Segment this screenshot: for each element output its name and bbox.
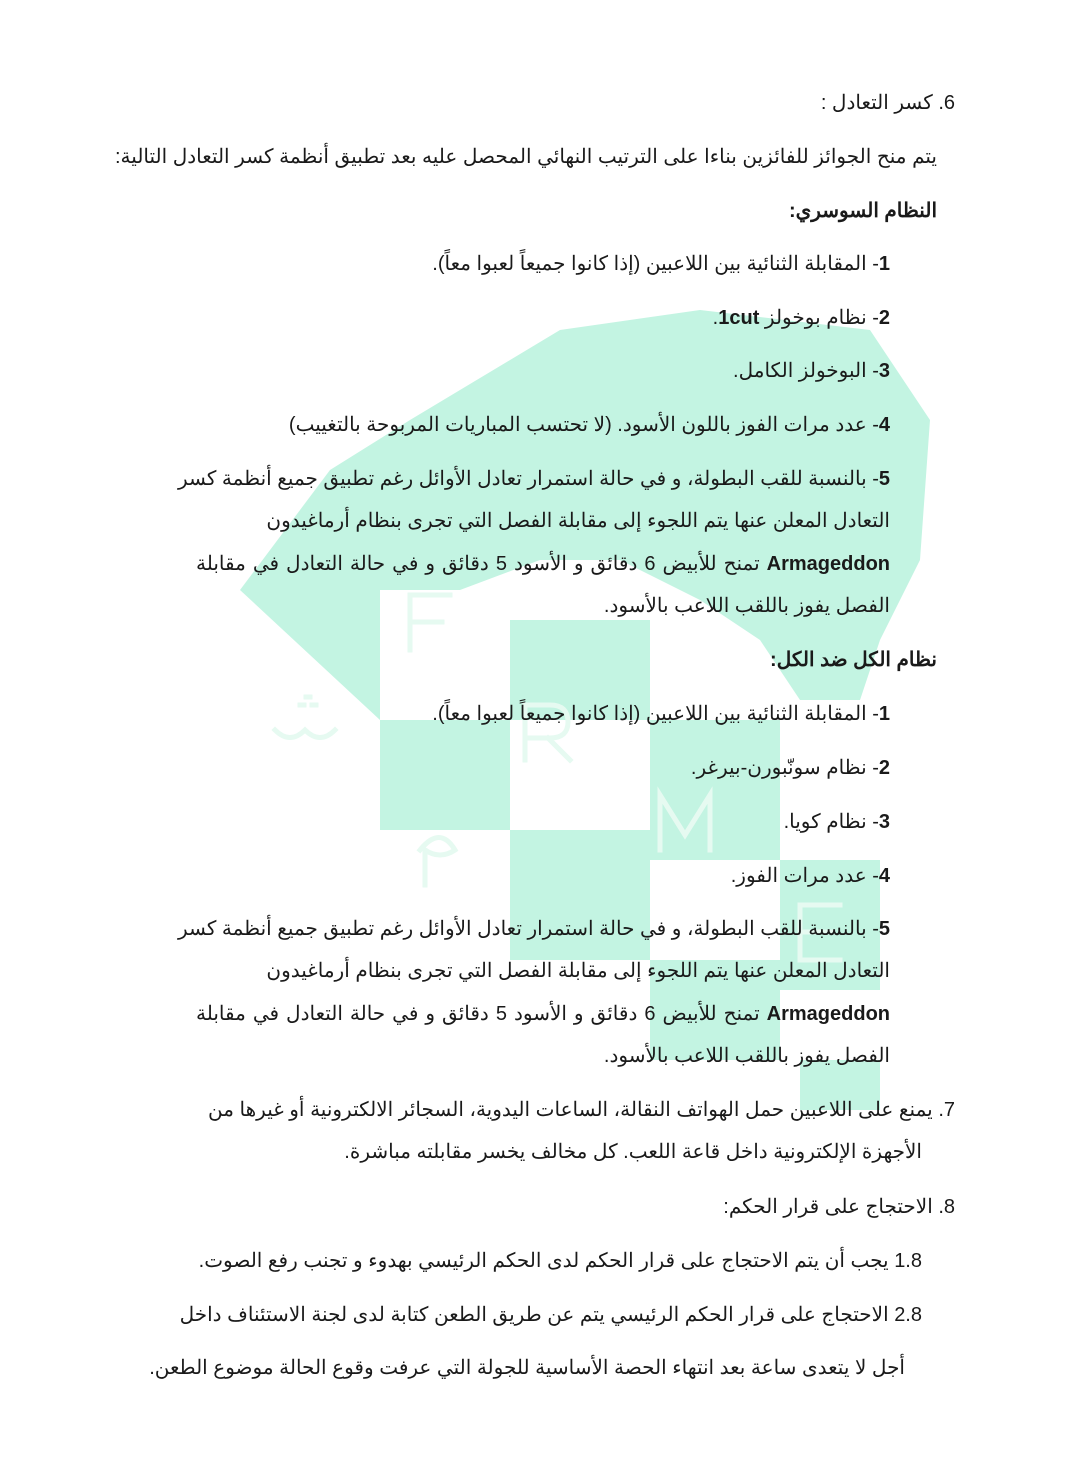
section-title: كسر التعادل :: [820, 92, 933, 114]
rr-item-5-line-2: التعادل المعلن عنها يتم اللجوء إلى مقابلة الفصل التي تجرى بنظام أرماغيدون: [266, 960, 890, 982]
rr-item-5-line-1: 5- بالنسبة للقب البطولة، و في حالة استمرار تعادل الأوائل رغم تطبيق جميع أنظمة كسر: [177, 918, 890, 940]
rr-item-5-line-4: الفصل يفوز باللقب اللاعب بالأسود.: [603, 1045, 890, 1067]
rr-item-5-line-3: Armageddon تمنح للأبيض 6 دقائق و الأسود 5 دقائق و في حالة التعادل في مقابلة: [196, 1003, 891, 1025]
swiss-item-3: 3- البوخولز الكامل.: [733, 360, 890, 382]
logo-arabic-meem: [420, 838, 455, 886]
swiss-item-5-line-1: 5- بالنسبة للقب البطولة، و في حالة استمرار تعادل الأوائل رغم تطبيق جميع أنظمة كسر: [177, 468, 890, 490]
swiss-item-5-line-2: التعادل المعلن عنها يتم اللجوء إلى مقابلة الفصل التي تجرى بنظام أرماغيدون: [266, 510, 890, 532]
section-8-item-2-line-1: 2.8 الاحتجاج على قرار الحكم الرئيسي يتم عن طريق الطعن كتابة لدى لجنة الاستئناف داخل: [179, 1304, 922, 1326]
section-6-intro: يتم منح الجوائز للفائزين بناءا على الترتيب النهائي المحصل عليه بعد تطبيق أنظمة كسر التعادل التالية:: [115, 146, 937, 168]
rr-item-3: 3- نظام كويا.: [783, 811, 890, 833]
swiss-item-5-line-4: الفصل يفوز باللقب اللاعب بالأسود.: [603, 595, 890, 617]
section-7-line-2: الأجهزة الإلكترونية داخل قاعة اللعب. كل مخالف يخسر مقابلته مباشرة.: [344, 1141, 922, 1163]
swiss-heading: النظام السوسري:: [788, 200, 937, 222]
rr-item-2: 2- نظام سونّبورن-بيرغر.: [690, 757, 890, 779]
round-robin-heading: نظام الكل ضد الكل:: [770, 649, 937, 671]
section-6-heading: [821, 89, 955, 117]
swiss-item-4: 4- عدد مرات الفوز باللون الأسود. (لا تحتسب المباريات المربوحة بالتغييب): [288, 414, 890, 436]
section-7-line-1: 7. يمنع على اللاعبين حمل الهواتف النقالة، الساعات اليدوية، السجائر الالكترونية أو غيرها من: [208, 1099, 955, 1121]
rr-item-1: 1- المقابلة الثنائية بين اللاعبين (إذا كانوا جميعاً لعبوا معاً).: [432, 703, 890, 725]
swiss-item-1: 1- المقابلة الثنائية بين اللاعبين (إذا كانوا جميعاً لعبوا معاً).: [432, 253, 890, 275]
section-8-heading: 8. الاحتجاج على قرار الحكم:: [723, 1196, 955, 1218]
rr-item-4: 4- عدد مرات الفوز.: [730, 865, 890, 887]
section-8-item-2-line-2: أجل لا يتعدى ساعة بعد انتهاء الحصة الأساسية للجولة التي عرفت وقوع الحالة موضوع الطعن.: [149, 1357, 905, 1379]
swiss-item-2: 2- نظام بوخولز 1cut.: [712, 307, 890, 329]
swiss-item-5-line-3: Armageddon تمنح للأبيض 6 دقائق و الأسود 5 دقائق و في حالة التعادل في مقابلة: [196, 553, 891, 575]
logo-arabic-shin: [275, 697, 335, 738]
section-number: 6.: [938, 92, 955, 114]
section-8-item-1: 1.8 يجب أن يتم الاحتجاج على قرار الحكم لدى الحكم الرئيسي بهدوء و تجنب رفع الصوت.: [198, 1250, 922, 1272]
logo-letter-f: [410, 595, 450, 650]
